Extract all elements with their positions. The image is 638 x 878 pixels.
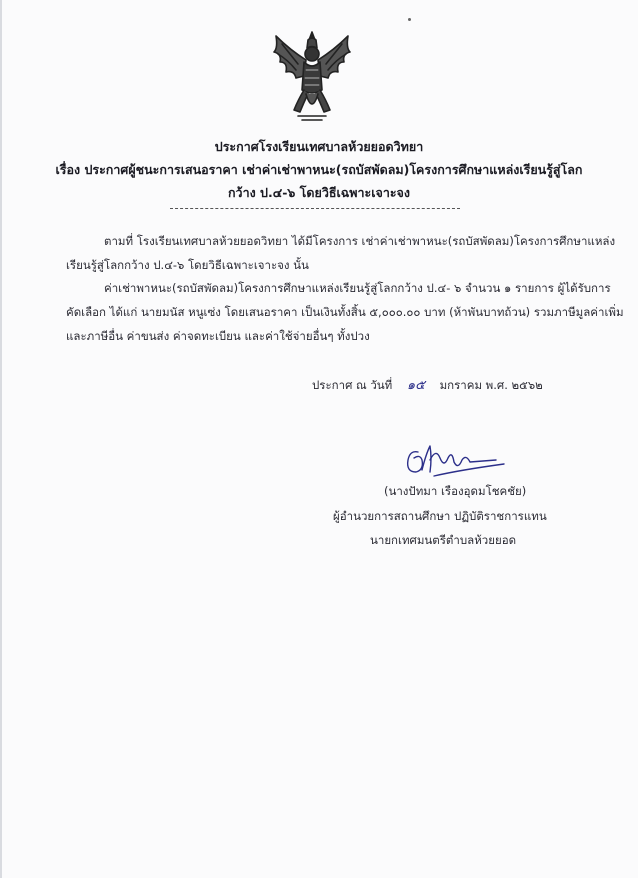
paragraph-2-line-2: คัดเลือก ได้แก่ นายมนัส หนูเซ่ง โดยเสนอราคา เป็นเงินทั้งสิ้น ๕,๐๐๐.๐๐ บาท (ห้าพันบาทถ้วน) รวมภาษีมูลค่าเพิ่ม: [66, 305, 624, 319]
dashed-divider: [170, 208, 460, 209]
subject-line-continued: กว้าง ป.๔-๖ โดยวิธีเฉพาะเจาะจง: [227, 185, 410, 200]
date-prefix: ประกาศ ณ วันที่: [312, 378, 393, 392]
handwritten-day: ๑๕: [406, 378, 425, 393]
page-edge: [0, 0, 2, 878]
announcement-date: [312, 374, 543, 395]
paragraph-1-line-1: ตามที่ โรงเรียนเทศบาลห้วยยอดวิทยา ได้มีโครงการ เช่าค่าเช่าพาหนะ(รถบัสพัดลม)โครงการศึกษาแหล่ง: [104, 234, 616, 248]
speck: [408, 18, 411, 21]
announcement-heading: ประกาศโรงเรียนเทศบาลห้วยยอดวิทยา: [214, 139, 424, 154]
paragraph-1-line-2: เรียนรู้สู่โลกกว้าง ป.๔-๖ โดยวิธีเฉพาะเจาะจง นั้น: [66, 258, 309, 272]
subject-line: เรื่อง ประกาศผู้ชนะการเสนอราคา เช่าค่าเช่าพาหนะ(รถบัสพัดลม)โครงการศึกษาแหล่งเรียนรู้สู่โลก: [55, 162, 583, 177]
signer-title-2: นายกเทศมนตรีตำบลห้วยยอด: [370, 533, 517, 547]
handwritten-signature: [400, 440, 510, 482]
paragraph-2-line-3: และภาษีอื่น ค่าขนส่ง ค่าจดทะเบียน และค่าใช้จ่ายอื่นๆ ทั้งปวง: [66, 329, 370, 343]
garuda-emblem-icon: [268, 30, 356, 124]
date-month-year: มกราคม พ.ศ. ๒๕๖๒: [439, 378, 543, 392]
paragraph-2-line-1: ค่าเช่าพาหนะ(รถบัสพัดลม)โครงการศึกษาแหล่งเรียนรู้สู่โลกกว้าง ป.๔- ๖ จำนวน ๑ รายการ ผู้ได้รับการ: [104, 281, 611, 295]
signer-title-1: ผู้อำนวยการสถานศึกษา ปฏิบัติราชการแทน: [333, 509, 547, 523]
signer-name: (นางปัทมา เรืองอุดมโชคชัย): [384, 484, 527, 498]
